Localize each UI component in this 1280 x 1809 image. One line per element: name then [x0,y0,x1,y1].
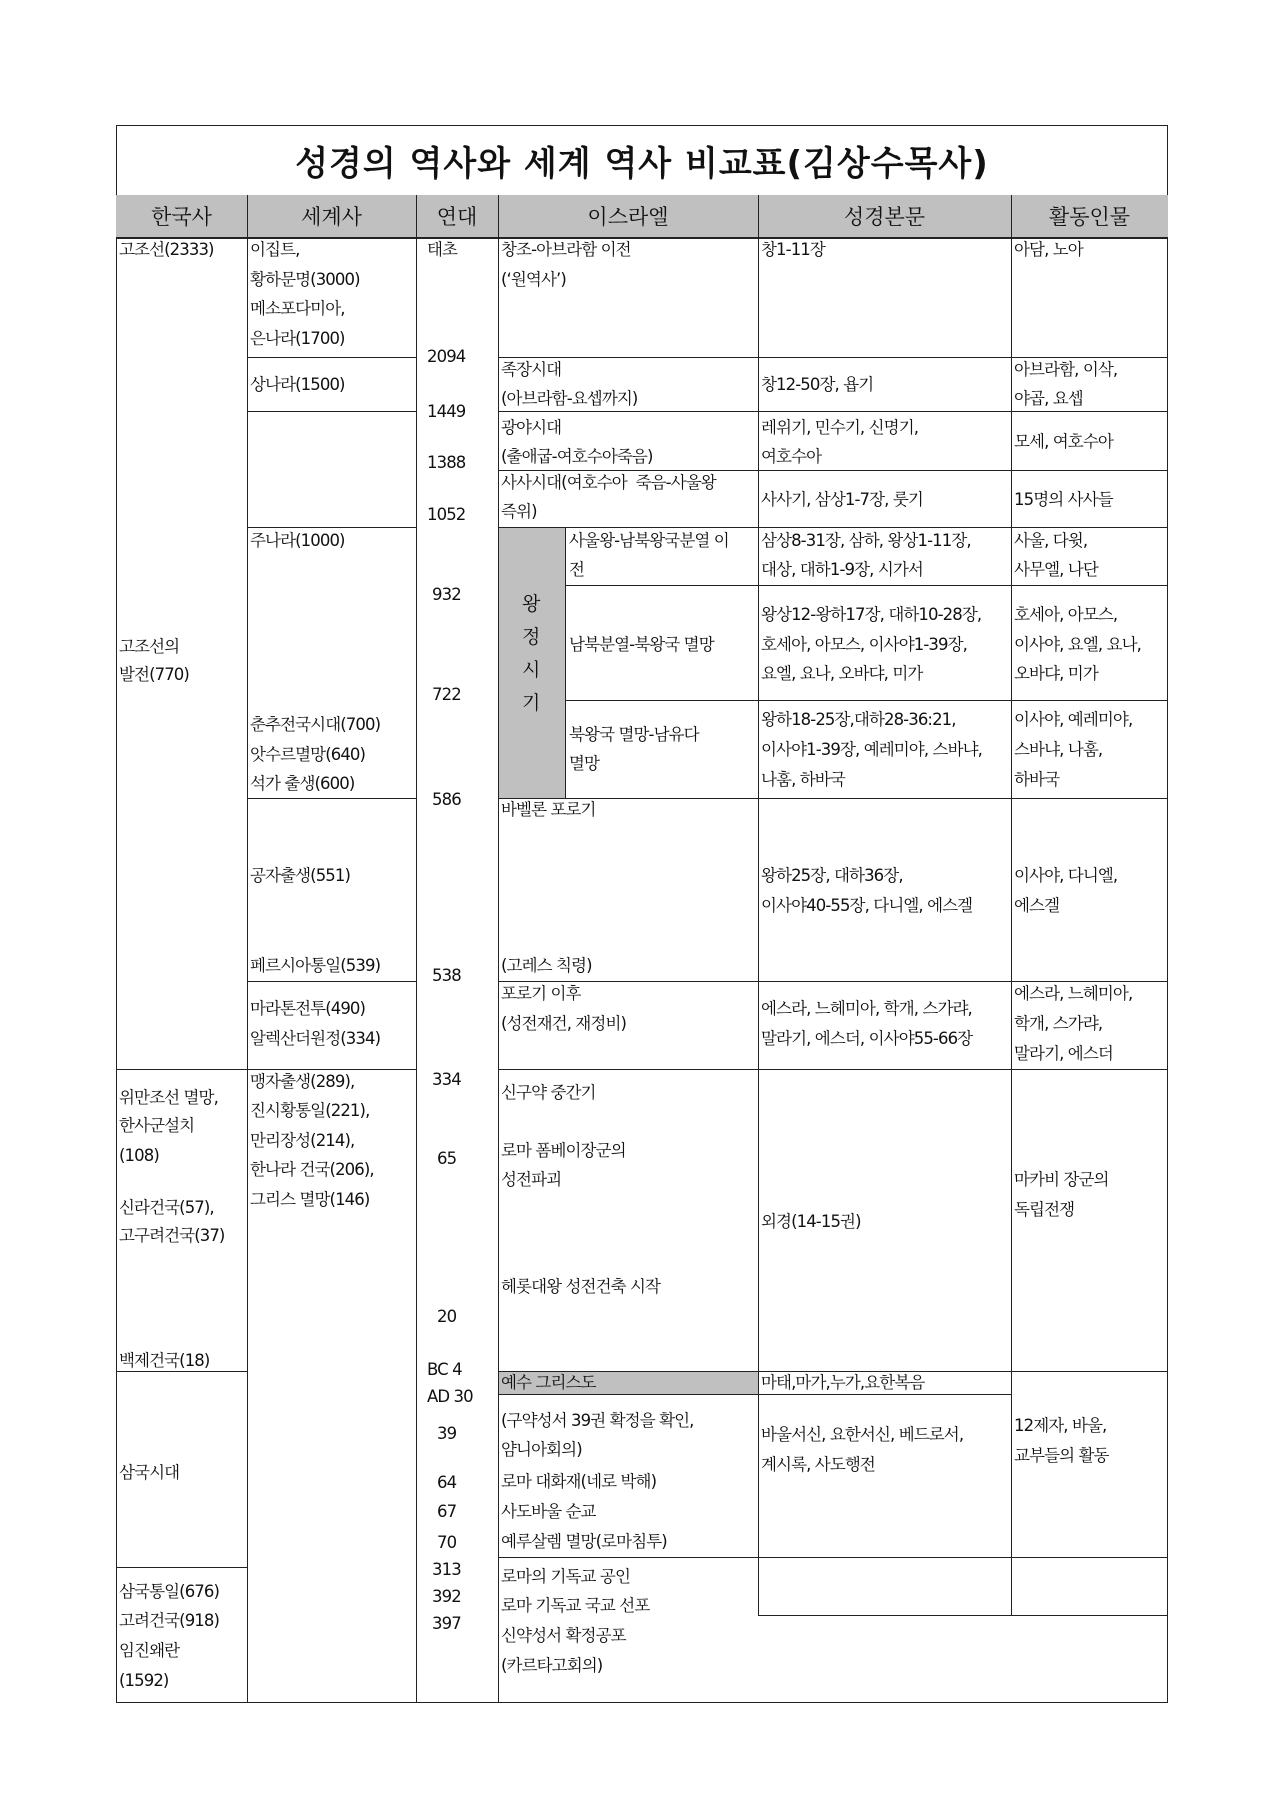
korea-item: 고구려건국(37) [119,1226,225,1245]
divider [498,1069,1168,1070]
world-item: 진시황통일(221), [250,1101,370,1120]
year-label: 39 [437,1424,457,1443]
people-item: 15명의 사사들 [1014,490,1113,509]
divider [116,1069,247,1070]
israel-item: 로마 대화재(네로 박해) [501,1472,657,1491]
world-item: 상나라(1500) [250,375,345,394]
year-label: 932 [432,585,461,604]
kingdom-char: 정 [522,626,540,648]
people-item: 마카비 장군의 [1014,1170,1109,1189]
year-label: 586 [432,790,461,809]
year-label: 1388 [427,453,466,472]
year-label: 태초 [427,240,458,259]
people-item: 에스라, 느헤미아, [1014,984,1133,1003]
bible-item: 계시록, 사도행전 [761,1455,875,1474]
bible-item: 이사야40-55장, 다니엘, 에스겔 [761,896,973,915]
people-item: 교부들의 활동 [1014,1446,1109,1465]
world-item: 페르시아통일(539) [250,956,381,975]
year-label: 64 [437,1473,457,1492]
people-item: 오바댜, 미가 [1014,664,1098,683]
bible-item: 왕상12-왕하17장, 대하10-28장, [761,605,982,624]
divider [498,195,499,1703]
korea-item: (1592) [119,1671,169,1690]
korea-item: 임진왜란 [119,1641,180,1660]
bible-item: 창1-11장 [761,240,825,259]
bible-item: 왕하25장, 대하36장, [761,866,903,885]
year-label: 313 [432,1560,461,1579]
divider [565,700,1168,701]
israel-item: 멸망 [569,754,600,773]
bible-item: 왕하18-25장,대하28-36:21, [761,710,956,729]
bible-item: 에스라, 느헤미아, 학개, 스가랴, [761,999,972,1018]
korea-item: 고조선의 [119,637,180,656]
israel-item: 사울왕-남북왕국분열 이 [569,531,729,550]
israel-item: 남북분열-북왕국 멸망 [569,635,714,654]
people-item: 이사야, 예레미야, [1014,710,1133,729]
people-item: 야곱, 요셉 [1014,389,1083,408]
israel-item: (구약성서 39권 확정을 확인, [501,1411,694,1430]
korea-item: 백제건국(18) [119,1351,210,1370]
israel-item: 북왕국 멸망-남유다 [569,725,699,744]
divider [247,411,416,412]
divider [416,195,417,1703]
world-item: 맹자출생(289), [250,1072,355,1091]
israel-item: 로마 폼베이장군의 [501,1141,626,1160]
world-item: 알렉산더원정(334) [250,1029,381,1048]
bible-item: 요엘, 요나, 오바댜, 미가 [761,664,923,683]
korea-item: 신라건국(57), [119,1198,214,1217]
world-item: 이집트, [250,240,300,259]
world-item: 공자출생(551) [250,866,351,885]
divider [758,1615,1168,1616]
israel-item: 광야시대 [501,418,562,437]
divider [498,798,1168,799]
divider [247,357,416,358]
people-item: 아브라함, 이삭, [1014,360,1118,379]
bible-item: 호세아, 아모스, 이사야1-39장, [761,635,967,654]
korea-item: 한사군설치 [119,1116,195,1135]
world-item: 메소포다미아, [250,299,345,318]
year-label: 392 [432,1587,461,1606]
people-item: 12제자, 바울, [1014,1416,1107,1435]
people-item: 이사야, 다니엘, [1014,866,1118,885]
israel-item: 얌니아회의) [501,1440,582,1459]
year-label: 67 [437,1502,457,1521]
header-israel: 이스라엘 [498,195,758,237]
divider [758,1557,1168,1558]
divider [247,798,416,799]
kingdom-char: 기 [522,692,540,714]
header-korea: 한국사 [116,195,247,237]
bible-item: 사사기, 삼상1-7장, 룻기 [761,490,923,509]
bible-item: 삼상8-31장, 삼하, 왕상1-11장, [761,531,971,550]
divider [247,981,416,982]
divider [1011,195,1012,1615]
israel-item: 로마의 기독교 공인 [501,1567,631,1586]
bible-item: 여호수아 [761,447,822,466]
bible-item: 대상, 대하1-9장, 시가서 [761,560,923,579]
israel-item: 창조-아브라함 이전 [501,240,631,259]
people-item: 에스겔 [1014,896,1060,915]
world-item: 주나라(1000) [250,531,345,550]
kingdom-char: 왕 [522,593,540,615]
year-label: 2094 [427,347,466,366]
israel-item: 헤롯대왕 성전건축 시작 [501,1277,661,1296]
korea-item: 발전(770) [119,665,189,684]
israel-item: 신구약 중간기 [501,1083,596,1102]
year-label: 722 [432,685,461,704]
korea-item: 고려건국(918) [119,1611,220,1630]
israel-item: (아브라함-요셉까지) [501,389,638,408]
bible-item: 레위기, 민수기, 신명기, [761,418,919,437]
israel-item: 즉위) [501,502,537,521]
israel-item: 예수 그리스도 [501,1373,596,1392]
divider [565,527,566,798]
israel-item: 사사시대(여호수아 죽음-사울왕 [501,473,716,492]
bible-item: 말라기, 에스더, 이사야55-66장 [761,1029,973,1048]
header-people: 활동인물 [1011,195,1168,237]
divider [247,195,248,1703]
israel-item: (고레스 칙령) [501,956,592,975]
world-item: 마라톤전투(490) [250,999,366,1018]
people-item: 하바국 [1014,770,1060,789]
kingdom-char: 시 [522,659,540,681]
israel-item: (출애굽-여호수아죽음) [501,447,653,466]
divider [116,1567,247,1568]
year-label: 397 [432,1614,461,1633]
people-item: 독립전쟁 [1014,1200,1075,1219]
israel-item: 전 [569,560,585,579]
year-label: AD 30 [427,1387,473,1406]
world-item: 황하문명(3000) [250,270,360,289]
israel-item: 사도바울 순교 [501,1502,596,1521]
page-title: 성경의 역사와 세계 역사 비교표(김상수목사) [295,143,989,184]
people-item: 사무엘, 나단 [1014,560,1098,579]
year-label: 1449 [427,402,466,421]
israel-item: 바벨론 포로기 [501,800,596,819]
year-label: 538 [432,966,461,985]
world-item: 은나라(1700) [250,329,345,348]
korea-item: 위만조선 멸망, [119,1088,218,1107]
israel-item: (카르타고회의) [501,1656,603,1675]
bible-item: 창12-50장, 욥기 [761,375,874,394]
bible-item: 바울서신, 요한서신, 베드로서, [761,1425,964,1444]
israel-item: 예루살렘 멸망(로마침투) [501,1532,667,1551]
world-item: 그리스 멸망(146) [250,1190,370,1209]
year-label: 65 [437,1149,457,1168]
israel-item: 로마 기독교 국교 선포 [501,1596,650,1615]
divider [565,585,1168,586]
bible-item: 마태,마가,누가,요한복음 [761,1373,925,1392]
people-item: 사울, 다윗, [1014,531,1088,550]
header-world: 세계사 [247,195,416,237]
divider [758,195,759,1615]
israel-item: (‘원역사’) [501,270,566,289]
header-bible: 성경본문 [758,195,1011,237]
people-item: 이사야, 요엘, 요나, [1014,635,1141,654]
people-item: 학개, 스가랴, [1014,1014,1103,1033]
year-label: 20 [437,1307,457,1326]
comparison-table [116,125,1168,1703]
year-label: 1052 [427,505,466,524]
israel-item: 포로기 이후 [501,984,581,1003]
people-item: 아담, 노아 [1014,240,1083,259]
year-label: 70 [437,1533,457,1552]
world-item: 만리장성(214), [250,1131,355,1150]
world-item: 앗수르멸망(640) [250,745,366,764]
korea-item: 삼국통일(676) [119,1582,220,1601]
people-item: 스바냐, 나훔, [1014,740,1103,759]
people-item: 호세아, 아모스, [1014,605,1118,624]
header-year: 연대 [416,195,498,237]
year-label: BC 4 [427,1360,462,1379]
world-item: 춘추전국시대(700) [250,715,381,734]
bible-item: 외경(14-15권) [761,1212,861,1231]
israel-item: 족장시대 [501,360,562,379]
korea-item: 삼국시대 [119,1463,180,1482]
korea-item: (108) [119,1146,159,1165]
bible-item: 나훔, 하바국 [761,770,845,789]
israel-item: 신약성서 확정공포 [501,1626,626,1645]
israel-item: 성전파괴 [501,1170,562,1189]
divider [498,1557,758,1558]
year-label: 334 [432,1070,461,1089]
israel-item: (성전재건, 재정비) [501,1014,627,1033]
people-item: 모세, 여호수아 [1014,432,1113,451]
bible-item: 이사야1-39장, 예레미야, 스바냐, [761,740,983,759]
people-item: 말라기, 에스더 [1014,1044,1113,1063]
korea-item: 고조선(2333) [119,240,214,259]
world-item: 한나라 건국(206), [250,1160,374,1179]
world-item: 석가 출생(600) [250,774,355,793]
